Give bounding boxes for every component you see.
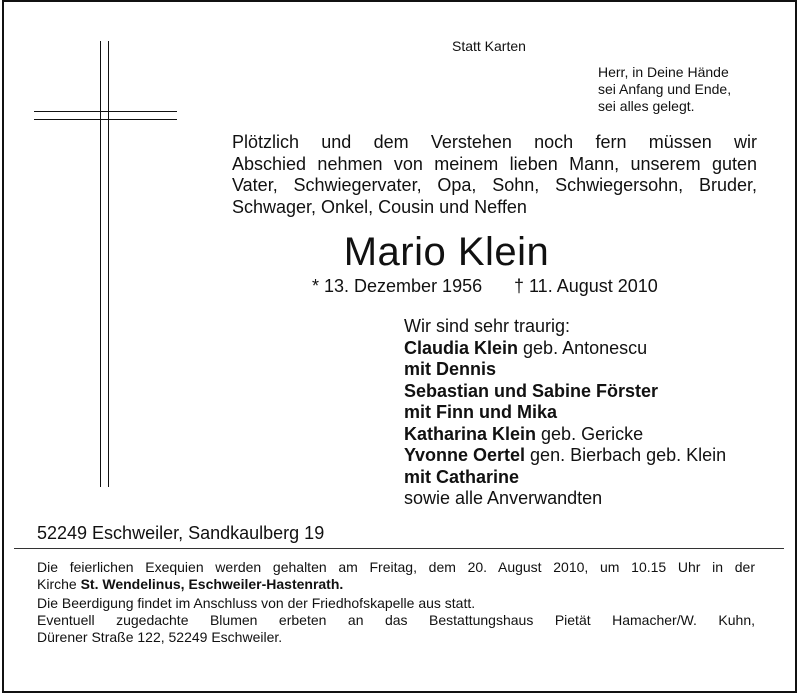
birth-date: * 13. Dezember 1956 [312,276,483,296]
mourner-line [404,359,726,381]
mourner-name: mit Catharine [404,466,520,487]
mourner-line [404,488,726,510]
mourner-line [404,381,726,403]
footer-line [37,576,755,593]
mourner-name: Claudia Klein [404,337,519,358]
mourner-name: mit Finn und Mika [404,402,557,422]
intro-line: Vater, Schwiegervater, Opa, Sohn, Schwiegersohn, Bruder, [232,175,757,195]
mourner-line [404,424,726,446]
intro-line: Schwager, Onkel, Cousin und Neffen [232,196,527,217]
mourner-line [404,467,726,489]
obituary-notice [2,0,797,693]
mourner-suffix: gen. Bierbach geb. Klein [525,445,727,465]
church-name: St. Wendelinus, Eschweiler-Hastenrath. [80,576,344,592]
quote-line: sei alles gelegt. [598,98,695,114]
mourner-name: Sebastian und Sabine Förster [404,380,659,401]
intro-text [232,132,757,218]
address: 52249 Eschweiler, Sandkaulberg 19 [37,523,325,543]
divider [14,548,784,549]
death-date: † 11. August 2010 [514,276,658,296]
mourner-suffix: geb. Gericke [536,423,644,444]
footer-line: Die feierlichen Exequien werden gehalten am Freitag, dem 20. August 2010, um 10.15 Uhr in der [37,559,755,575]
footer-line: Die Beerdigung findet im Anschluss von der Friedhofskapelle aus statt. [37,595,476,611]
statt-karten: Statt Karten [452,38,526,54]
mourner-line [404,338,726,360]
mourner-line [404,402,726,424]
mourner-name: Yvonne Oertel [404,445,526,465]
mourners [404,316,726,510]
footer-line: Dürener Straße 122, 52249 Eschweiler. [37,629,283,645]
mourner-name: Katharina Klein [404,423,537,444]
mourner-line [404,445,726,467]
mourner-suffix: sowie alle Anverwandten [404,488,603,508]
quote-line: sei Anfang und Ende, [598,81,732,97]
mourners-heading: Wir sind sehr traurig: [404,316,571,336]
quote [598,64,731,115]
footer-text-segment: Kirche [37,576,81,592]
deceased-name: Mario Klein [343,230,550,274]
intro-line: Abschied nehmen von meinem lieben Mann, unserem guten [232,153,757,174]
mourner-name: mit Dennis [404,359,497,379]
mourner-suffix: geb. Antonescu [518,337,648,358]
quote-line: Herr, in Deine Hände [598,64,729,80]
footer-line: Eventuell zugedachte Blumen erbeten an das Bestattungshaus Pietät Hamacher/W. Kuhn, [37,612,755,628]
intro-line: Plötzlich und dem Verstehen noch fern müssen wir [232,132,757,152]
footer-text [37,559,755,646]
